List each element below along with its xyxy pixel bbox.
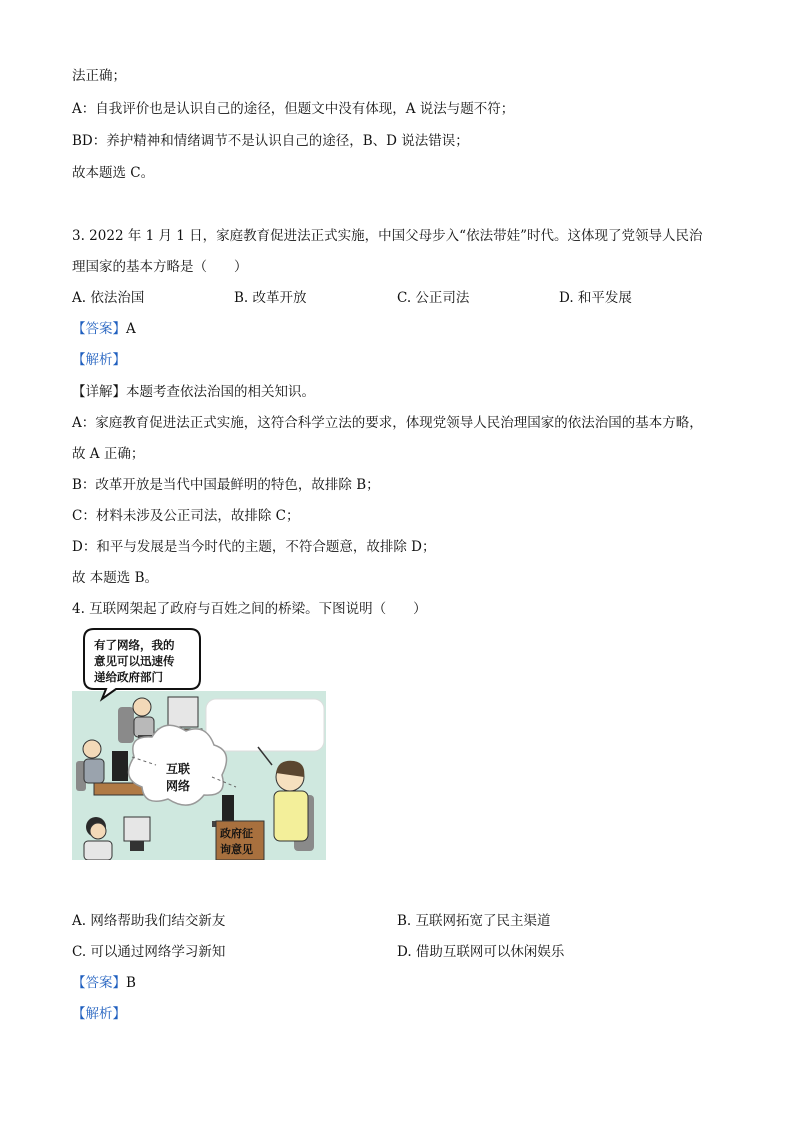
q3-option-a: A. 依法治国 (72, 290, 145, 306)
q3-detail-6: D：和平与发展是当今时代的主题，不符合题意，故排除 D； (72, 539, 436, 555)
q4-option-d: D. 借助互联网可以休闲娱乐 (397, 944, 565, 960)
prev-line-1: 法正确； (72, 68, 126, 84)
answer-value: A (126, 321, 136, 337)
q4-option-c: C. 可以通过网络学习新知 (72, 944, 226, 960)
q4-illustration (72, 627, 326, 860)
q3-detail-2: A：家庭教育促进法正式实施，这符合科学立法的要求，体现党领导人民治理国家的依法治国的基本方略， (72, 415, 703, 431)
q3-detail-4: B：改革开放是当代中国最鲜明的特色，故排除 B； (72, 477, 380, 493)
q4-option-a: A. 网络帮助我们结交新友 (72, 913, 226, 929)
q3-detail-3: 故 A 正确； (72, 446, 145, 462)
prev-line-4: 故本题选 C。 (72, 165, 155, 181)
bubble-line-3: 递给政府部门 (94, 670, 163, 684)
cloud-line-1: 互联 (166, 762, 191, 776)
q4-answer (72, 974, 136, 992)
sign-line-1: 政府征 (220, 827, 253, 840)
prev-line-2: A：自我评价也是认识自己的途径，但题文中没有体现，A 说法与题不符； (72, 101, 515, 117)
answer-tag: 【答案】 (72, 975, 126, 991)
bubble-line-1: 有了网络，我的 (94, 638, 175, 652)
q3-option-d: D. 和平发展 (559, 290, 632, 306)
prev-line-3: BD：养护精神和情绪调节不是认识自己的途径，B、D 说法错误； (72, 133, 469, 149)
cloud-line-2: 网络 (166, 779, 191, 793)
q3-detail-7: 故 本题选 B。 (72, 570, 159, 586)
answer-tag: 【答案】 (72, 321, 126, 337)
q3-analysis-tag: 【解析】 (72, 352, 126, 368)
q4-analysis-tag: 【解析】 (72, 1006, 126, 1022)
q3-option-c: C. 公正司法 (397, 290, 470, 306)
answer-value: B (126, 975, 136, 991)
q4-option-b: B. 互联网拓宽了民主渠道 (397, 913, 551, 929)
q3-stem-line-1: 3. 2022 年 1 月 1 日，家庭教育促进法正式实施，中国父母步入“依法带娃”时代。这体现了党领导人民治 (72, 228, 703, 244)
q3-option-b: B. 改革开放 (234, 290, 307, 306)
q3-detail-1: 【详解】本题考查依法治国的相关知识。 (72, 384, 315, 400)
q3-stem-line-2: 理国家的基本方略是（ ） (72, 259, 248, 275)
q3-answer (72, 320, 136, 338)
sign-line-2: 询意见 (220, 843, 253, 856)
q4-stem: 4. 互联网架起了政府与百姓之间的桥梁。下图说明（ ） (72, 601, 427, 617)
q3-detail-5: C：材料未涉及公正司法，故排除 C； (72, 508, 300, 524)
bubble-line-2: 意见可以迅速传 (94, 654, 175, 668)
empty-bubble (206, 699, 324, 751)
